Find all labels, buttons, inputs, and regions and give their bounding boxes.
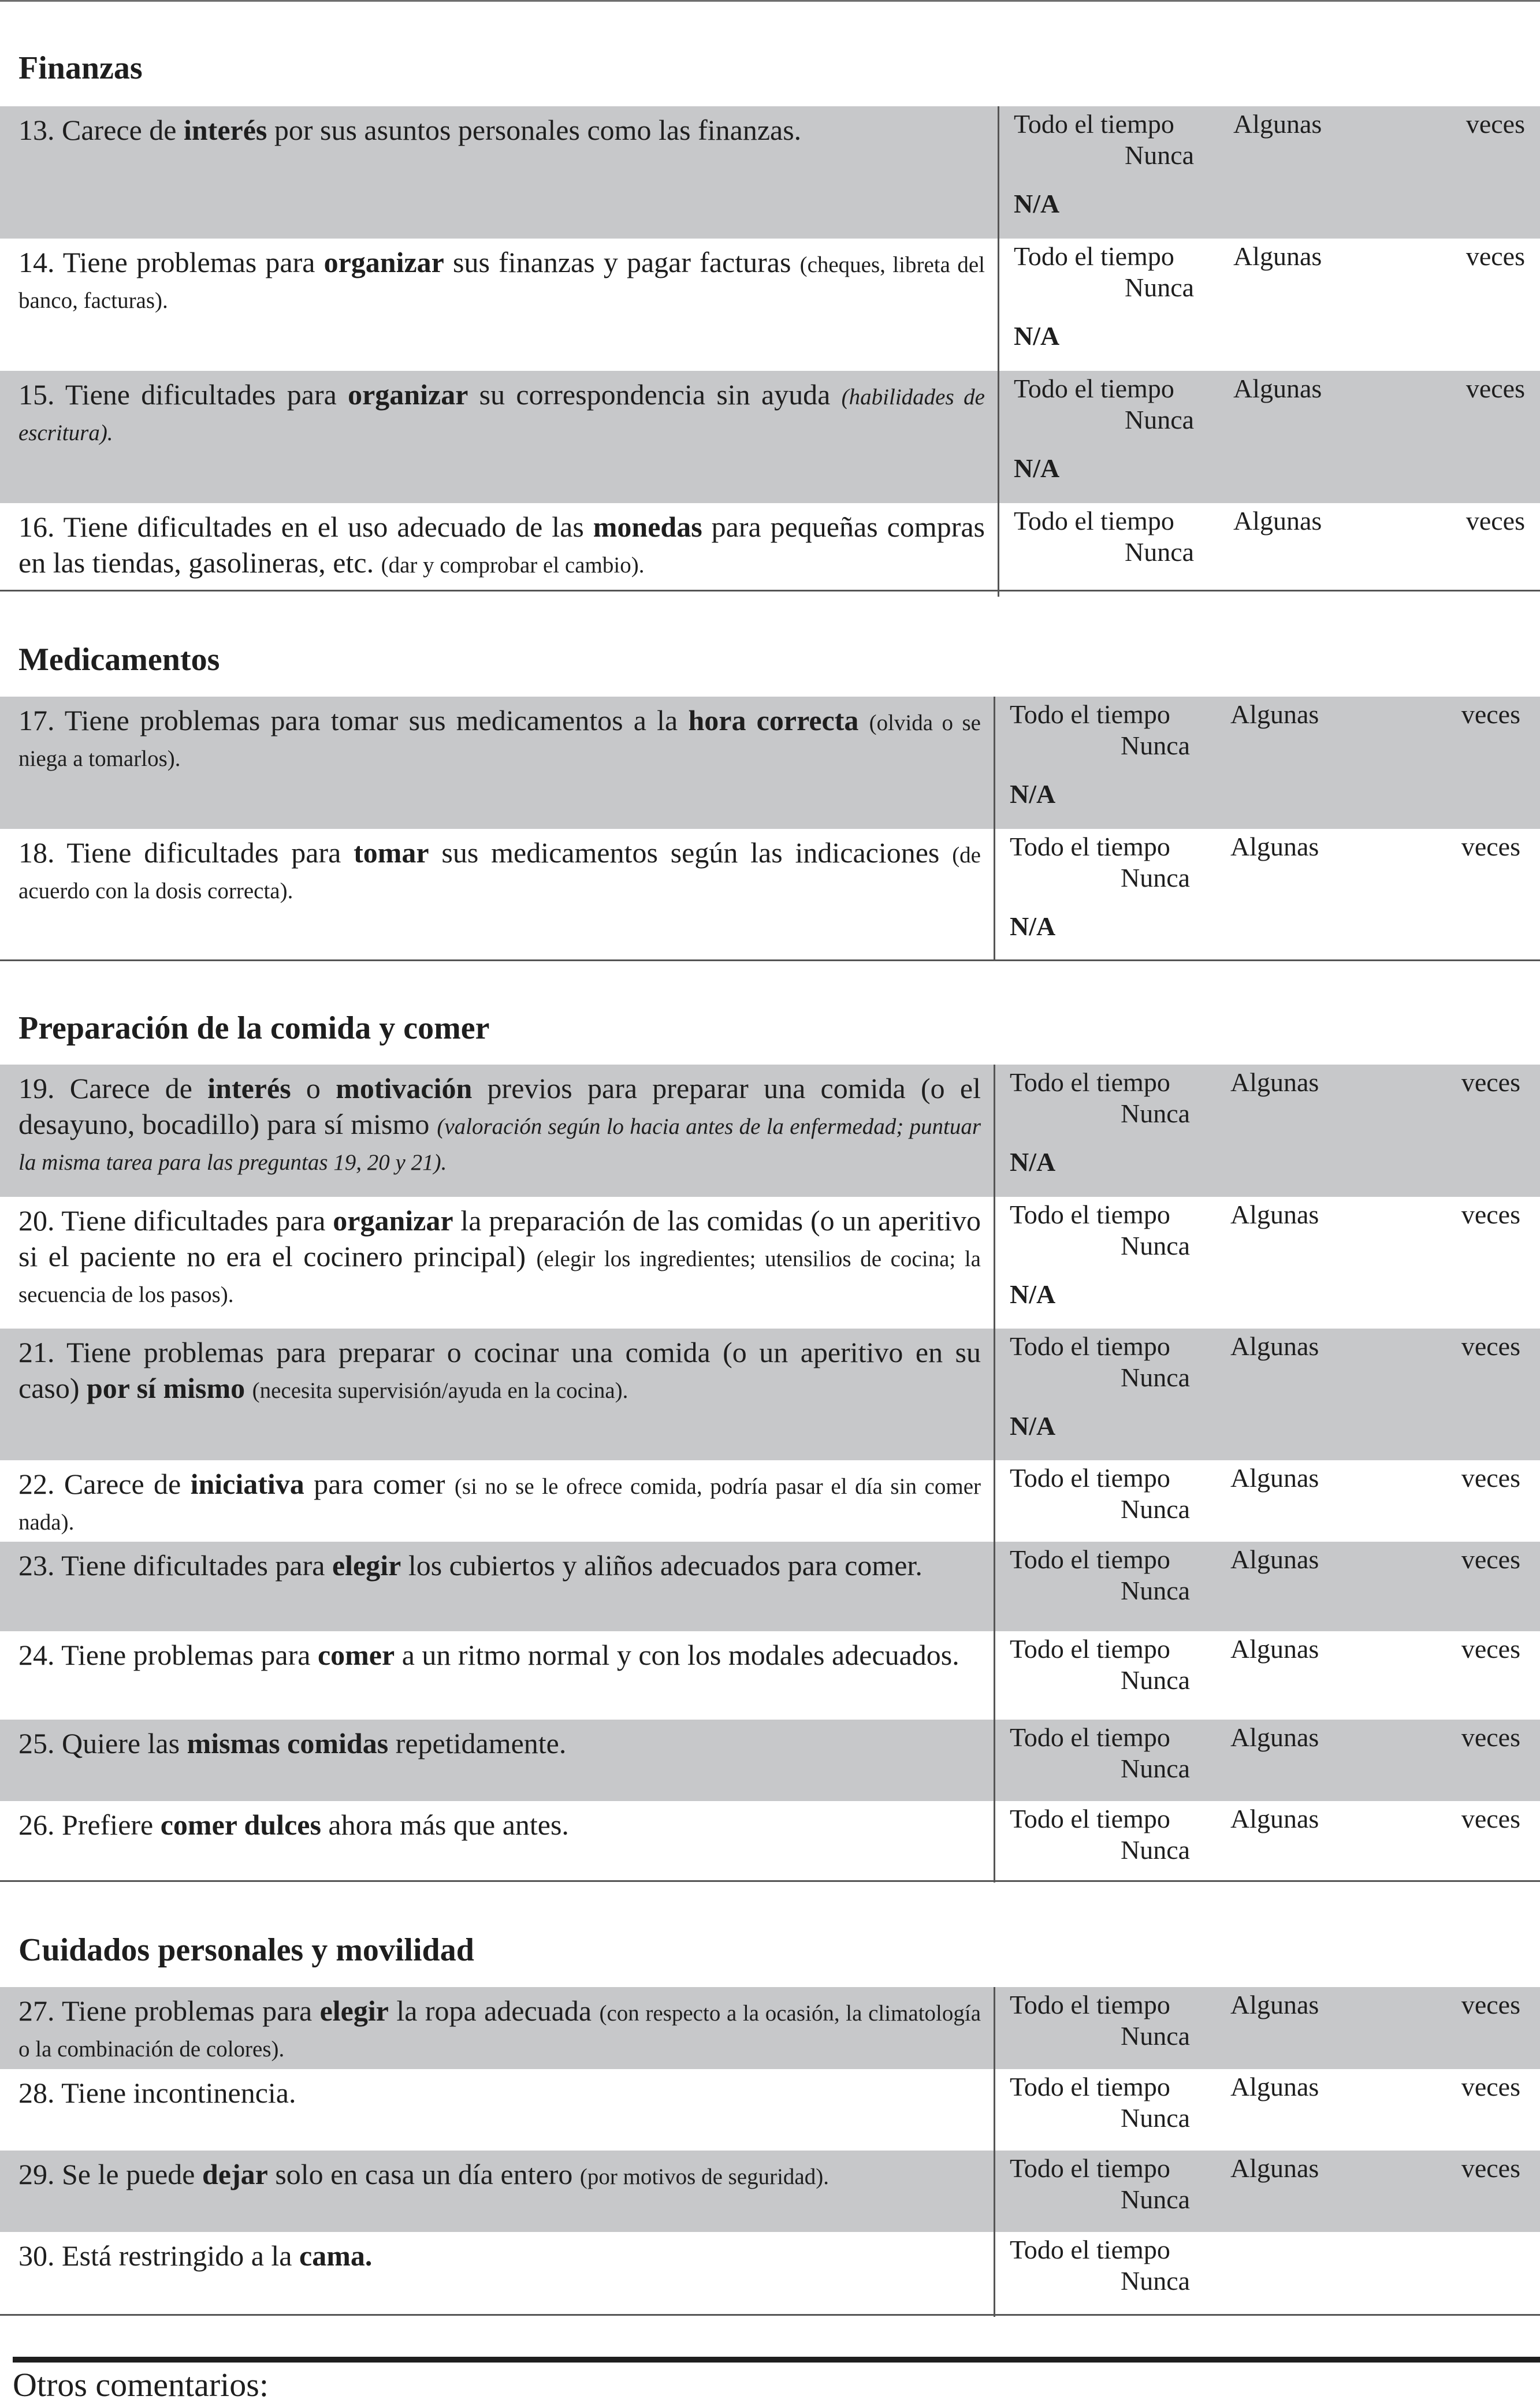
- question-text: [18, 244, 985, 316]
- question-text: [18, 1547, 981, 1583]
- question-note: (por motivos de seguridad).: [579, 2164, 829, 2189]
- question-fragment: 24. Tiene problemas para: [18, 1639, 318, 1671]
- section-table: [0, 1065, 1540, 1883]
- option-algunas-veces[interactable]: veces: [1461, 1067, 1520, 1097]
- section-table: [0, 697, 1540, 961]
- option-na[interactable]: N/A: [1014, 453, 1060, 483]
- question-fragment: repetidamente.: [388, 1727, 567, 1759]
- section-heading: Preparación de la comida y comer: [18, 1010, 490, 1046]
- question-note: (cheques, libreta del banco, facturas).: [18, 252, 985, 313]
- question-fragment: 14. Tiene problemas para: [18, 246, 324, 278]
- question-fragment: ahora más que antes.: [321, 1809, 569, 1841]
- column-divider: [994, 1329, 995, 1460]
- top-rule: [0, 0, 1540, 2]
- column-divider: [994, 1720, 995, 1801]
- question-text: [18, 1466, 981, 1538]
- question-keyword: interés: [183, 114, 267, 146]
- question-text: [18, 2156, 981, 2192]
- question-row: [0, 1801, 1540, 1883]
- option-na[interactable]: N/A: [1010, 779, 1056, 809]
- question-row: [0, 1065, 1540, 1197]
- option-todo-el-tiempo[interactable]: Todo el tiempo: [1010, 1067, 1170, 1097]
- option-todo-el-tiempo[interactable]: Todo el tiempo: [1010, 2235, 1170, 2264]
- option-todo-el-tiempo[interactable]: Todo el tiempo: [1010, 2153, 1170, 2183]
- question-fragment: 22. Carece de: [18, 1468, 191, 1500]
- question-fragment: la preparación de las comidas (o un aperitivo si el paciente no era el cocinero principal): [18, 1204, 981, 1273]
- column-divider: [994, 1197, 995, 1329]
- section-heading: Medicamentos: [18, 642, 220, 678]
- question-fragment: 21. Tiene problemas para preparar o cocinar una comida (o un aperitivo en su caso): [18, 1336, 981, 1404]
- question-fragment: sus finanzas y pagar facturas: [444, 246, 800, 278]
- column-divider: [994, 1460, 995, 1542]
- option-algunas-veces[interactable]: veces: [1461, 1200, 1520, 1229]
- question-note: (elegir los ingredientes; utensilios de cocina; la secuencia de los pasos).: [18, 1247, 981, 1307]
- option-algunas-veces[interactable]: veces: [1461, 1545, 1520, 1574]
- question-text: [18, 1725, 981, 1761]
- section-bottom-rule: [0, 590, 1540, 591]
- option-nunca[interactable]: Nunca: [1125, 140, 1195, 170]
- option-algunas-veces[interactable]: Algunas: [1230, 1200, 1319, 1229]
- section-bottom-rule: [0, 1880, 1540, 1882]
- question-fragment: 15. Tiene dificultades para: [18, 378, 348, 411]
- question-text: [18, 377, 985, 448]
- question-keyword: elegir: [319, 1995, 389, 2027]
- question-note: (necesita supervisión/ayuda en la cocina).: [252, 1378, 628, 1403]
- option-nunca[interactable]: Nunca: [1121, 1099, 1191, 1128]
- question-row: [0, 1987, 1540, 2069]
- question-fragment: solo en casa un día entero: [267, 2158, 580, 2190]
- section-heading: Finanzas: [18, 50, 143, 86]
- question-note: (si no se le ofrece comida, podría pasar el día sin comer nada).: [18, 1474, 981, 1535]
- option-algunas-veces[interactable]: veces: [1461, 2072, 1520, 2101]
- option-algunas-veces[interactable]: veces: [1461, 1634, 1520, 1664]
- column-divider: [998, 503, 999, 597]
- option-algunas-veces[interactable]: Algunas: [1233, 241, 1322, 271]
- question-fragment: para pequeñas compras en las tiendas, gasolineras, etc.: [18, 511, 985, 579]
- question-fragment: 16. Tiene dificultades en el uso adecuado de las: [18, 511, 593, 543]
- question-note: (de acuerdo con la dosis correcta).: [18, 843, 981, 903]
- option-algunas-veces[interactable]: Algunas: [1233, 109, 1322, 139]
- question-row: [0, 1720, 1540, 1801]
- question-fragment: por sus asuntos personales como las finanzas.: [267, 114, 802, 146]
- option-algunas-veces[interactable]: Algunas: [1230, 1990, 1319, 2019]
- option-todo-el-tiempo[interactable]: Todo el tiempo: [1010, 1634, 1170, 1664]
- question-note: (dar y comprobar el cambio).: [381, 553, 645, 578]
- question-note: (habilidades de escritura).: [18, 385, 985, 445]
- option-todo-el-tiempo[interactable]: Todo el tiempo: [1014, 109, 1174, 139]
- question-fragment: su correspondencia sin ayuda: [468, 378, 842, 411]
- question-fragment: 29. Se le puede: [18, 2158, 202, 2190]
- option-algunas-veces[interactable]: Algunas: [1230, 1804, 1319, 1833]
- column-divider: [998, 106, 999, 239]
- option-nunca[interactable]: Nunca: [1125, 273, 1195, 302]
- option-todo-el-tiempo[interactable]: Todo el tiempo: [1010, 1463, 1170, 1493]
- question-fragment: 27. Tiene problemas para: [18, 1995, 320, 2027]
- question-keyword: cama.: [299, 2239, 373, 2272]
- question-keyword: comer dulces: [160, 1809, 321, 1841]
- question-fragment: o: [291, 1072, 336, 1104]
- option-nunca[interactable]: Nunca: [1121, 863, 1191, 892]
- question-keyword: motivación: [336, 1072, 473, 1104]
- question-fragment: los cubiertos y aliños adecuados para comer.: [401, 1549, 922, 1582]
- option-nunca[interactable]: Nunca: [1121, 1576, 1191, 1605]
- column-divider: [994, 1065, 995, 1197]
- option-todo-el-tiempo[interactable]: Todo el tiempo: [1010, 1723, 1170, 1752]
- question-text: [18, 1637, 981, 1673]
- option-algunas-veces[interactable]: veces: [1461, 1990, 1520, 2019]
- option-todo-el-tiempo[interactable]: Todo el tiempo: [1014, 374, 1174, 403]
- option-nunca[interactable]: Nunca: [1121, 2185, 1191, 2214]
- question-row: [0, 1542, 1540, 1631]
- column-divider: [994, 1542, 995, 1631]
- question-keyword: monedas: [593, 511, 702, 543]
- question-row: [0, 371, 1540, 503]
- column-divider: [994, 2151, 995, 2232]
- question-keyword: elegir: [332, 1549, 401, 1582]
- option-algunas-veces[interactable]: Algunas: [1233, 506, 1322, 535]
- question-fragment: la ropa adecuada: [388, 1995, 600, 2027]
- question-fragment: sus medicamentos según las indicaciones: [429, 836, 953, 869]
- question-row: [0, 1631, 1540, 1720]
- option-na[interactable]: N/A: [1014, 189, 1060, 218]
- question-fragment: [858, 704, 869, 736]
- section-table: [0, 106, 1540, 597]
- question-fragment: a un ritmo normal y con los modales adecuados.: [395, 1639, 959, 1671]
- option-algunas-veces[interactable]: veces: [1461, 1804, 1520, 1833]
- question-fragment: 30. Está restringido a la: [18, 2239, 299, 2272]
- option-algunas-veces[interactable]: Algunas: [1230, 700, 1319, 729]
- column-divider: [994, 2232, 995, 2317]
- question-fragment: 13. Carece de: [18, 114, 184, 146]
- option-algunas-veces[interactable]: Algunas: [1230, 1331, 1319, 1361]
- question-fragment: 20. Tiene dificultades para: [18, 1204, 333, 1237]
- column-divider: [994, 1631, 995, 1720]
- column-divider: [994, 1987, 995, 2069]
- option-algunas-veces[interactable]: veces: [1465, 374, 1525, 403]
- question-fragment: 17. Tiene problemas para tomar sus medicamentos a la: [18, 704, 689, 736]
- question-row: [0, 1460, 1540, 1542]
- option-algunas-veces[interactable]: veces: [1465, 506, 1525, 535]
- question-row: [0, 2232, 1540, 2317]
- option-nunca[interactable]: Nunca: [1125, 537, 1195, 567]
- question-row: [0, 2069, 1540, 2151]
- question-row: [0, 239, 1540, 371]
- question-keyword: por sí mismo: [87, 1372, 245, 1404]
- option-na[interactable]: N/A: [1010, 1147, 1056, 1177]
- option-nunca[interactable]: Nunca: [1121, 1363, 1191, 1392]
- option-nunca[interactable]: Nunca: [1125, 405, 1195, 434]
- question-keyword: iniciativa: [190, 1468, 304, 1500]
- question-text: [18, 835, 981, 906]
- question-keyword: interés: [207, 1072, 291, 1104]
- question-note: (valoración según lo hacia antes de la enfermedad; puntuar la misma tarea para las preguntas 19, 20 y 21).: [18, 1114, 981, 1175]
- option-nunca[interactable]: Nunca: [1121, 2266, 1191, 2296]
- option-algunas-veces[interactable]: Algunas: [1230, 1723, 1319, 1752]
- question-text: [18, 1203, 981, 1310]
- question-row: [0, 697, 1540, 829]
- option-nunca[interactable]: Nunca: [1121, 2103, 1191, 2133]
- option-todo-el-tiempo[interactable]: Todo el tiempo: [1010, 832, 1170, 861]
- question-text: [18, 1993, 981, 2064]
- question-keyword: comer: [317, 1639, 395, 1671]
- question-text: [18, 1807, 981, 1843]
- comments-divider: [13, 2357, 1540, 2363]
- question-fragment: previos para preparar una comida (o el desayuno, bocadillo) para sí mismo: [18, 1072, 981, 1140]
- question-fragment: 18. Tiene dificultades para: [18, 836, 354, 869]
- question-fragment: 23. Tiene dificultades para: [18, 1549, 332, 1582]
- question-text: [18, 2238, 981, 2274]
- question-keyword: organizar: [333, 1204, 453, 1237]
- question-keyword: organizar: [348, 378, 468, 411]
- question-row: [0, 1329, 1540, 1460]
- option-algunas-veces[interactable]: Algunas: [1230, 832, 1319, 861]
- question-fragment: 19. Carece de: [18, 1072, 208, 1104]
- option-algunas-veces[interactable]: veces: [1461, 1331, 1520, 1361]
- question-fragment: 25. Quiere las: [18, 1727, 187, 1759]
- option-todo-el-tiempo[interactable]: Todo el tiempo: [1010, 1804, 1170, 1833]
- option-algunas-veces[interactable]: Algunas: [1230, 2153, 1319, 2183]
- question-row: [0, 106, 1540, 239]
- question-text: [18, 112, 985, 148]
- section-bottom-rule: [0, 2314, 1540, 2316]
- option-na[interactable]: N/A: [1010, 1279, 1056, 1309]
- option-algunas-veces[interactable]: veces: [1461, 2153, 1520, 2183]
- option-algunas-veces[interactable]: veces: [1461, 1723, 1520, 1752]
- question-fragment: 28. Tiene incontinencia.: [18, 2077, 296, 2109]
- question-fragment: 26. Prefiere: [18, 1809, 161, 1841]
- section-heading: Cuidados personales y movilidad: [18, 1932, 474, 1968]
- option-algunas-veces[interactable]: Algunas: [1230, 1545, 1319, 1574]
- question-fragment: para comer: [304, 1468, 455, 1500]
- option-algunas-veces[interactable]: veces: [1461, 700, 1520, 729]
- question-note: (con respecto a la ocasión, la climatología o la combinación de colores).: [18, 2001, 981, 2062]
- option-algunas-veces[interactable]: Algunas: [1230, 2072, 1319, 2101]
- option-todo-el-tiempo[interactable]: Todo el tiempo: [1010, 1990, 1170, 2019]
- column-divider: [994, 697, 995, 829]
- option-nunca[interactable]: Nunca: [1121, 2021, 1191, 2051]
- option-todo-el-tiempo[interactable]: Todo el tiempo: [1010, 1331, 1170, 1361]
- option-na[interactable]: N/A: [1010, 912, 1056, 941]
- comments-label: Otros comentarios:: [13, 2366, 269, 2404]
- section-bottom-rule: [0, 959, 1540, 961]
- option-todo-el-tiempo[interactable]: Todo el tiempo: [1010, 1200, 1170, 1229]
- option-na[interactable]: N/A: [1014, 321, 1060, 351]
- option-todo-el-tiempo[interactable]: Todo el tiempo: [1010, 2072, 1170, 2101]
- question-keyword: organizar: [323, 246, 444, 278]
- option-todo-el-tiempo[interactable]: Todo el tiempo: [1014, 241, 1174, 271]
- option-todo-el-tiempo[interactable]: Todo el tiempo: [1010, 700, 1170, 729]
- option-algunas-veces[interactable]: Algunas: [1230, 1634, 1319, 1664]
- option-nunca[interactable]: Nunca: [1121, 731, 1191, 760]
- option-nunca[interactable]: Nunca: [1121, 1231, 1191, 1260]
- column-divider: [994, 829, 995, 961]
- question-note: (olvida o se niega a tomarlos).: [18, 710, 981, 771]
- column-divider: [998, 371, 999, 503]
- column-divider: [994, 1801, 995, 1883]
- question-keyword: tomar: [354, 836, 429, 869]
- option-algunas-veces[interactable]: Algunas: [1230, 1463, 1319, 1493]
- column-divider: [994, 2069, 995, 2151]
- question-row: [0, 1197, 1540, 1329]
- question-keyword: mismas comidas: [187, 1727, 389, 1759]
- option-nunca[interactable]: Nunca: [1121, 1665, 1191, 1695]
- option-algunas-veces[interactable]: Algunas: [1230, 1067, 1319, 1097]
- option-algunas-veces[interactable]: veces: [1461, 1463, 1520, 1493]
- option-nunca[interactable]: Nunca: [1121, 1494, 1191, 1524]
- question-text: [18, 509, 985, 581]
- question-row: [0, 2151, 1540, 2232]
- option-algunas-veces[interactable]: veces: [1461, 832, 1520, 861]
- question-text: [18, 1334, 981, 1406]
- section-table: [0, 1987, 1540, 2317]
- option-algunas-veces[interactable]: veces: [1465, 241, 1525, 271]
- question-row: [0, 829, 1540, 961]
- option-algunas-veces[interactable]: Algunas: [1233, 374, 1322, 403]
- question-text: [18, 1070, 981, 1178]
- question-row: [0, 503, 1540, 597]
- column-divider: [998, 239, 999, 371]
- option-na[interactable]: N/A: [1010, 1411, 1056, 1441]
- option-algunas-veces[interactable]: veces: [1465, 109, 1525, 139]
- question-text: [18, 2075, 981, 2111]
- option-nunca[interactable]: Nunca: [1121, 1835, 1191, 1865]
- question-text: [18, 702, 981, 774]
- question-keyword: dejar: [202, 2158, 268, 2190]
- option-nunca[interactable]: Nunca: [1121, 1754, 1191, 1783]
- question-keyword: hora correcta: [688, 704, 859, 736]
- option-todo-el-tiempo[interactable]: Todo el tiempo: [1010, 1545, 1170, 1574]
- question-fragment: [245, 1372, 252, 1404]
- option-todo-el-tiempo[interactable]: Todo el tiempo: [1014, 506, 1174, 535]
